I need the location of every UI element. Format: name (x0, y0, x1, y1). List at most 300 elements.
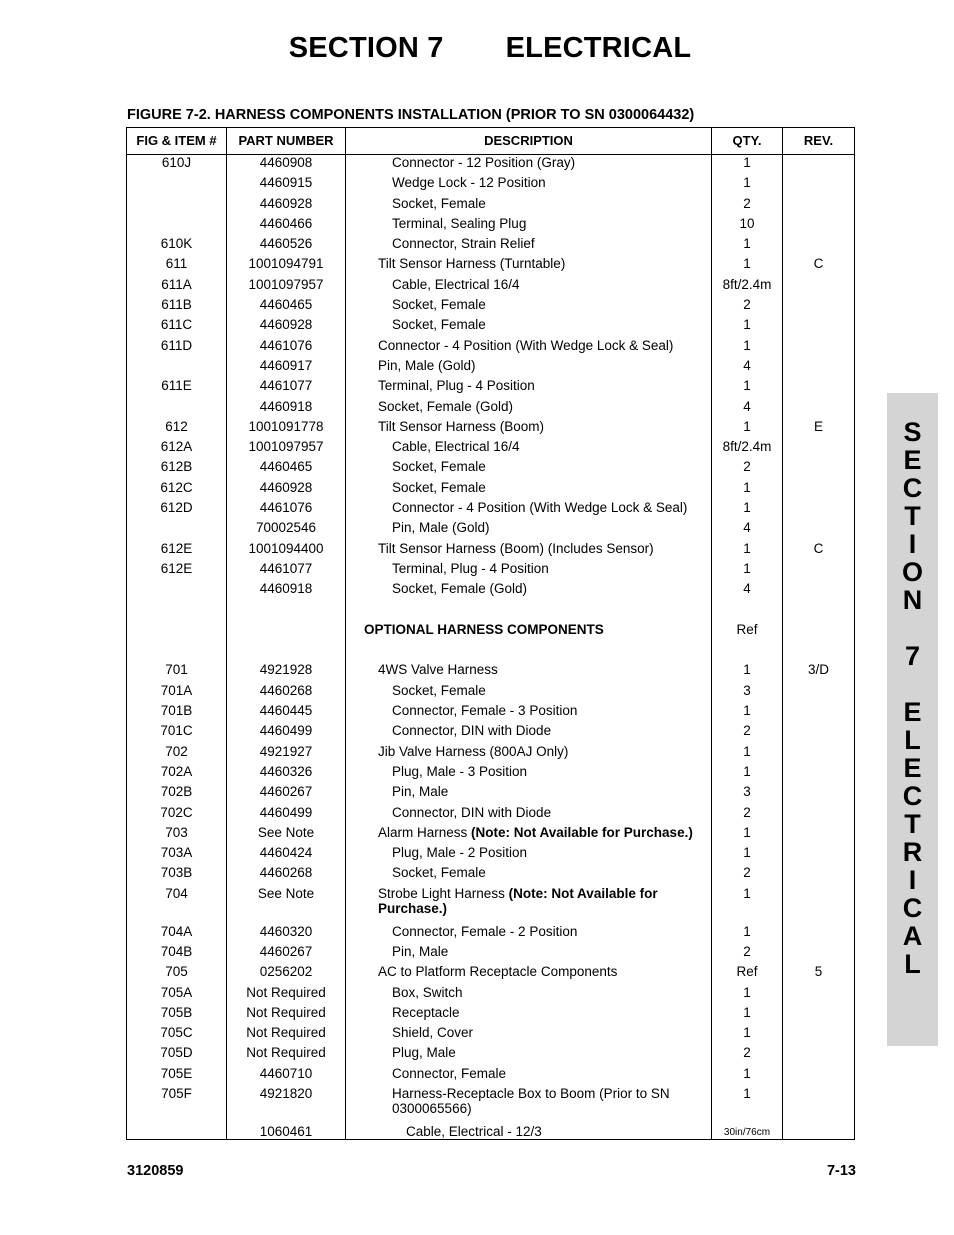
description-cell (364, 439, 737, 454)
description-cell (364, 317, 737, 332)
part-number-cell: 4460499 (259, 723, 313, 739)
description-cell (364, 924, 737, 939)
description-cell (364, 1086, 737, 1116)
part-number-cell: 4460268 (259, 682, 313, 698)
table-row (127, 358, 854, 378)
fig-item-cell: 612A (160, 439, 193, 455)
description-cell (364, 683, 737, 698)
description-text: OPTIONAL HARNESS COMPONENTS (364, 621, 604, 637)
description-cell (364, 196, 737, 211)
description-text: Connector, Female (392, 1065, 507, 1081)
description-text: Strobe Light Harness (378, 885, 509, 901)
description-text: Terminal, Plug - 4 Position (378, 378, 535, 394)
qty-cell: 1 (743, 885, 751, 901)
table-row (127, 825, 854, 845)
section-label: SECTION 7 (288, 32, 444, 64)
qty-cell: 2 (743, 943, 751, 959)
description-text: Pin, Male (392, 943, 449, 959)
description-cell (364, 338, 723, 353)
fig-item-cell: 705A (160, 984, 193, 1000)
table-row (127, 1045, 854, 1065)
qty-cell: 1 (743, 175, 751, 191)
fig-item-cell: 611A (161, 276, 192, 292)
table-row (127, 622, 854, 642)
fig-item-cell: 611B (161, 297, 192, 313)
table-spacer (127, 602, 854, 622)
side-tab-letter: I (908, 865, 917, 895)
part-number-cell: 4460499 (259, 804, 313, 820)
qty-cell: 1 (743, 1025, 751, 1041)
part-number-cell: See Note (257, 824, 315, 840)
fig-item-cell: 612E (160, 560, 193, 576)
description-text: Connector, DIN with Diode (392, 723, 552, 739)
description-text: Pin, Male (Gold) (378, 357, 476, 373)
qty-cell: 1 (743, 479, 751, 495)
table-row (127, 924, 854, 944)
table-row (127, 297, 854, 317)
qty-cell: 1 (743, 378, 751, 394)
qty-cell: 10 (739, 215, 755, 231)
table-row (127, 459, 854, 479)
page-number: 7-13 (826, 1163, 856, 1179)
description-text: Socket, Female (392, 297, 486, 313)
table-row (127, 944, 854, 964)
fig-item-cell: 611 (165, 256, 188, 272)
qty-cell: 1 (743, 743, 751, 759)
part-number-cell: 4461076 (259, 337, 313, 353)
description-text: Connector - 4 Position (With Wedge Lock & Seal) (378, 337, 674, 353)
col-header-part-number: PART NUMBER (238, 133, 334, 148)
part-number-cell: See Note (257, 885, 315, 901)
description-text: Cable, Electrical 16/4 (392, 439, 520, 455)
description-text: Plug, Male - 2 Position (392, 845, 528, 861)
table-row (127, 723, 854, 743)
qty-cell: 1 (743, 1065, 751, 1081)
figure-title: FIGURE 7-2. HARNESS COMPONENTS INSTALLATION (PRIOR TO SN 0300064432) (127, 107, 695, 123)
qty-cell: 3 (743, 784, 751, 800)
side-tab-letter: C (902, 893, 923, 923)
part-number-cell: 4921928 (259, 662, 313, 678)
table-row (127, 236, 854, 256)
part-number-cell: 70002546 (255, 520, 317, 536)
fig-item-cell: 701B (160, 703, 193, 719)
description-cell (364, 459, 737, 474)
col-header-rev: REV. (803, 133, 834, 148)
description-text: Socket, Female (392, 195, 486, 211)
description-text: Socket, Female (Gold) (392, 581, 528, 597)
part-number-cell: 4921927 (259, 743, 313, 759)
table-row (127, 581, 854, 601)
description-text: Receptacle (392, 1004, 460, 1020)
description-text: AC to Platform Receptacle Components (378, 964, 618, 980)
fig-item-cell: 612D (160, 500, 193, 516)
table-row (127, 196, 854, 216)
part-number-cell: 4460465 (259, 459, 313, 475)
part-number-cell: 1001091778 (248, 418, 324, 434)
part-number-cell: 4921820 (259, 1086, 313, 1102)
part-number-cell: 4460915 (259, 175, 313, 191)
description-text: 4WS Valve Harness (378, 662, 498, 678)
part-number-cell: 4460928 (259, 479, 313, 495)
part-number-cell: 1001097957 (248, 439, 324, 455)
table-row (127, 399, 854, 419)
description-text: Plug, Male - 3 Position (392, 763, 528, 779)
qty-cell: 1 (743, 1086, 751, 1102)
qty-cell: 2 (743, 1045, 751, 1061)
fig-item-cell: 701A (160, 682, 193, 698)
qty-cell: 4 (743, 357, 751, 373)
description-text: Socket, Female (392, 682, 486, 698)
description-cell (364, 964, 723, 979)
section-name: ELECTRICAL (505, 32, 692, 64)
description-text: Terminal, Sealing Plug (392, 215, 527, 231)
qty-cell: 4 (743, 398, 751, 414)
side-tab-letter: L (904, 725, 921, 755)
table-row (127, 683, 854, 703)
description-cell (364, 480, 737, 495)
qty-cell: 1 (743, 1004, 751, 1020)
side-tab-letter: T (904, 501, 921, 531)
part-number-cell: 4460928 (259, 317, 313, 333)
qty-cell: 3 (743, 682, 751, 698)
qty-cell: 1 (743, 418, 751, 434)
part-number-cell: 4460445 (259, 703, 313, 719)
description-cell (364, 723, 737, 738)
description-text: Pin, Male (Gold) (392, 520, 490, 536)
qty-cell: 2 (743, 297, 751, 313)
qty-cell: 1 (743, 560, 751, 576)
qty-cell: 1 (743, 540, 751, 556)
qty-cell: 1 (743, 155, 751, 170)
table-row (127, 378, 854, 398)
part-number-cell: 4460466 (259, 215, 313, 231)
description-cell (364, 1124, 751, 1139)
fig-item-cell: 702A (160, 763, 193, 779)
fig-item-cell: 705F (161, 1086, 192, 1102)
rev-cell: C (813, 256, 824, 272)
description-cell (364, 297, 737, 312)
table-row (127, 1066, 854, 1086)
description-text: Connector - 4 Position (With Wedge Lock & Seal) (392, 500, 688, 516)
table-row (127, 703, 854, 723)
part-number-cell: 1001097957 (248, 276, 324, 292)
description-cell (364, 1045, 737, 1060)
table-row (127, 520, 854, 540)
qty-cell: 8ft/2.4m (722, 439, 772, 455)
side-tab-letter: E (903, 445, 922, 475)
rev-cell: 3/D (807, 662, 829, 678)
part-number-cell: 4461076 (259, 500, 313, 516)
qty-cell: 1 (743, 500, 751, 516)
fig-item-cell: 702B (160, 784, 193, 800)
side-tab-letter: T (904, 809, 921, 839)
part-number-cell: Not Required (246, 984, 326, 1000)
description-cell (364, 358, 723, 373)
description-text: Pin, Male (392, 784, 449, 800)
table-row (127, 865, 854, 885)
fig-item-cell: 611E (161, 378, 192, 394)
fig-item-cell: 703 (165, 824, 188, 840)
description-cell (364, 541, 723, 556)
description-text: Wedge Lock - 12 Position (392, 175, 546, 191)
description-text: Terminal, Plug - 4 Position (392, 560, 549, 576)
table-row (127, 1124, 854, 1144)
description-text: Connector, Female - 2 Position (392, 923, 578, 939)
part-number-cell: 4460320 (259, 923, 313, 939)
description-cell (364, 277, 737, 292)
part-number-cell: 4460918 (259, 581, 313, 597)
qty-cell: 1 (743, 824, 751, 840)
part-number-cell: 4460918 (259, 398, 313, 414)
col-header-qty: QTY. (732, 133, 762, 148)
side-tab-letter: C (902, 781, 923, 811)
description-cell (364, 256, 723, 271)
part-number-cell: 1001094400 (248, 540, 324, 556)
side-tab-letter: E (903, 753, 922, 783)
fig-item-cell: 610J (161, 155, 192, 170)
part-number-cell: Not Required (246, 1004, 326, 1020)
description-text: Socket, Female (392, 317, 486, 333)
side-tab-letter: O (901, 557, 923, 587)
description-text: Jib Valve Harness (800AJ Only) (378, 743, 569, 759)
description-cell (364, 581, 737, 596)
description-text: Plug, Male (392, 1045, 456, 1061)
part-number-cell: 4460526 (259, 236, 313, 252)
description-cell (364, 825, 723, 840)
qty-cell: 2 (743, 459, 751, 475)
table-row (127, 662, 854, 682)
fig-item-cell: 701 (165, 662, 188, 678)
fig-item-cell: 611C (160, 317, 193, 333)
side-tab-letter: C (902, 473, 923, 503)
table-row (127, 845, 854, 865)
fig-item-cell: 702 (165, 743, 188, 759)
description-cell (364, 985, 737, 1000)
description-cell (364, 744, 723, 759)
part-number-cell: 4461077 (259, 560, 313, 576)
part-number-cell: Not Required (246, 1045, 326, 1061)
qty-cell: 1 (743, 236, 751, 252)
qty-cell: 2 (743, 195, 751, 211)
description-cell (364, 561, 737, 576)
description-text: Socket, Female (Gold) (378, 398, 514, 414)
qty-cell: 1 (743, 662, 751, 678)
table-row (127, 338, 854, 358)
fig-item-cell: 612E (160, 540, 193, 556)
side-tab-letter: S (903, 417, 922, 447)
part-number-cell: 4460465 (259, 297, 313, 313)
table-row (127, 886, 854, 924)
description-cell (364, 622, 709, 637)
part-number-cell: 4460326 (259, 763, 313, 779)
table-row (127, 1025, 854, 1045)
fig-item-cell: 705 (165, 964, 188, 980)
rev-cell: E (813, 418, 823, 434)
fig-item-cell: 705E (160, 1065, 193, 1081)
description-cell (364, 886, 723, 916)
description-cell (364, 845, 737, 860)
part-number-cell: 4460268 (259, 865, 313, 881)
table-row (127, 784, 854, 804)
description-text: Connector, DIN with Diode (392, 804, 552, 820)
description-cell (364, 703, 737, 718)
description-cell (364, 805, 737, 820)
description-cell (364, 378, 723, 393)
fig-item-cell: 701C (160, 723, 193, 739)
description-text: Tilt Sensor Harness (Boom) (378, 418, 545, 434)
description-note: (Note: Not Available for Purchase.) (471, 824, 693, 840)
table-row (127, 744, 854, 764)
side-tab-letter: N (902, 585, 923, 615)
description-cell (364, 155, 737, 170)
description-text: Cable, Electrical 16/4 (392, 276, 520, 292)
description-text: Connector, Strain Relief (392, 236, 535, 252)
qty-cell: 1 (743, 703, 751, 719)
side-tab-letter: E (903, 697, 922, 727)
description-cell (364, 662, 723, 677)
description-cell (364, 419, 723, 434)
description-text: Shield, Cover (392, 1025, 474, 1041)
col-header-fig-item: FIG & ITEM # (136, 133, 217, 148)
fig-item-cell: 702C (160, 804, 193, 820)
side-tab-letter: R (902, 837, 923, 867)
part-number-cell: 4460710 (259, 1065, 313, 1081)
table-row (127, 155, 854, 175)
fig-item-cell: 703B (160, 865, 193, 881)
description-text: Socket, Female (392, 865, 486, 881)
part-number-cell: 4460267 (259, 943, 313, 959)
qty-cell: 1 (743, 337, 751, 353)
description-cell (364, 500, 737, 515)
fig-item-cell: 705D (160, 1045, 193, 1061)
section-side-tab (887, 393, 938, 1046)
table-spacer (127, 642, 854, 662)
qty-cell: 1 (743, 845, 751, 861)
table-row (127, 1005, 854, 1025)
description-note: (Note: Not Available for Purchase.) (378, 885, 658, 916)
description-cell (364, 1005, 737, 1020)
description-text: Alarm Harness (378, 824, 472, 840)
rev-cell: 5 (814, 964, 823, 980)
fig-item-cell: 612 (165, 418, 188, 434)
qty-cell: 2 (743, 804, 751, 820)
description-cell (364, 175, 737, 190)
part-number-cell: 4460908 (259, 155, 313, 170)
description-cell (364, 865, 737, 880)
qty-cell: 4 (743, 581, 751, 597)
qty-cell: 1 (743, 317, 751, 333)
table-row (127, 480, 854, 500)
fig-item-cell: 610K (160, 236, 193, 252)
fig-item-cell: 705C (160, 1025, 193, 1041)
part-number-cell: 4460917 (259, 357, 313, 373)
fig-item-cell: 704 (165, 885, 188, 901)
description-cell (364, 216, 737, 231)
fig-item-cell: 703A (160, 845, 193, 861)
qty-cell: 1 (743, 923, 751, 939)
table-row (127, 764, 854, 784)
table-row (127, 1086, 854, 1124)
doc-number: 3120859 (127, 1163, 184, 1179)
qty-cell: 2 (743, 865, 751, 881)
description-text: Tilt Sensor Harness (Boom) (Includes Sensor) (378, 540, 654, 556)
part-number-cell: 1060461 (259, 1124, 313, 1140)
qty-cell: 30in/76cm (723, 1127, 771, 1139)
section-title (0, 32, 954, 65)
description-cell (364, 764, 737, 779)
part-number-cell: 4461077 (259, 378, 313, 394)
fig-item-cell: 704A (160, 923, 193, 939)
qty-cell: 1 (743, 984, 751, 1000)
description-text: Connector - 12 Position (Gray) (392, 155, 576, 170)
description-cell (364, 236, 737, 251)
description-cell (364, 520, 737, 535)
description-text: Socket, Female (392, 459, 486, 475)
part-number-cell: 4460928 (259, 195, 313, 211)
fig-item-cell: 704B (160, 943, 193, 959)
table-body (127, 155, 854, 1144)
side-tab-letter: A (902, 921, 923, 951)
fig-item-cell: 612B (160, 459, 193, 475)
col-header-description: DESCRIPTION (484, 133, 573, 148)
description-cell (364, 399, 723, 414)
side-tab-letter: L (904, 949, 921, 979)
side-tab-letter: 7 (904, 641, 921, 671)
table-row (127, 256, 854, 276)
part-number-cell: 4460267 (259, 784, 313, 800)
description-text: Harness-Receptacle Box to Boom (Prior to SN 0300065566) (392, 1086, 670, 1117)
fig-item-cell: 612C (160, 479, 193, 495)
table-row (127, 277, 854, 297)
qty-cell: 1 (743, 256, 751, 272)
description-cell (364, 1066, 737, 1081)
qty-cell: 4 (743, 520, 751, 536)
qty-cell: 8ft/2.4m (722, 276, 772, 292)
description-text: Cable, Electrical - 12/3 (406, 1124, 542, 1140)
description-text: Tilt Sensor Harness (Turntable) (378, 256, 566, 272)
fig-item-cell: 611D (160, 337, 193, 353)
table-row (127, 216, 854, 236)
table-row (127, 439, 854, 459)
part-number-cell: Not Required (246, 1025, 326, 1041)
table-row (127, 964, 854, 984)
table-row (127, 561, 854, 581)
table-row (127, 317, 854, 337)
parts-table (126, 127, 855, 1140)
part-number-cell: 0256202 (259, 964, 313, 980)
description-text: Connector, Female - 3 Position (392, 703, 578, 719)
qty-cell: Ref (736, 964, 758, 980)
table-row (127, 419, 854, 439)
rev-cell: C (813, 540, 824, 556)
fig-item-cell: 705B (160, 1004, 193, 1020)
table-row (127, 541, 854, 561)
qty-cell: Ref (736, 621, 758, 637)
qty-cell: 1 (743, 763, 751, 779)
table-row (127, 500, 854, 520)
table-row (127, 805, 854, 825)
table-row (127, 985, 854, 1005)
description-cell (364, 784, 737, 799)
table-row (127, 175, 854, 195)
description-cell (364, 1025, 737, 1040)
table-header (127, 128, 854, 155)
part-number-cell: 1001094791 (248, 256, 324, 272)
description-text: Box, Switch (392, 984, 463, 1000)
side-tab-letter: I (908, 529, 917, 559)
qty-cell: 2 (743, 723, 751, 739)
description-text: Socket, Female (392, 479, 486, 495)
